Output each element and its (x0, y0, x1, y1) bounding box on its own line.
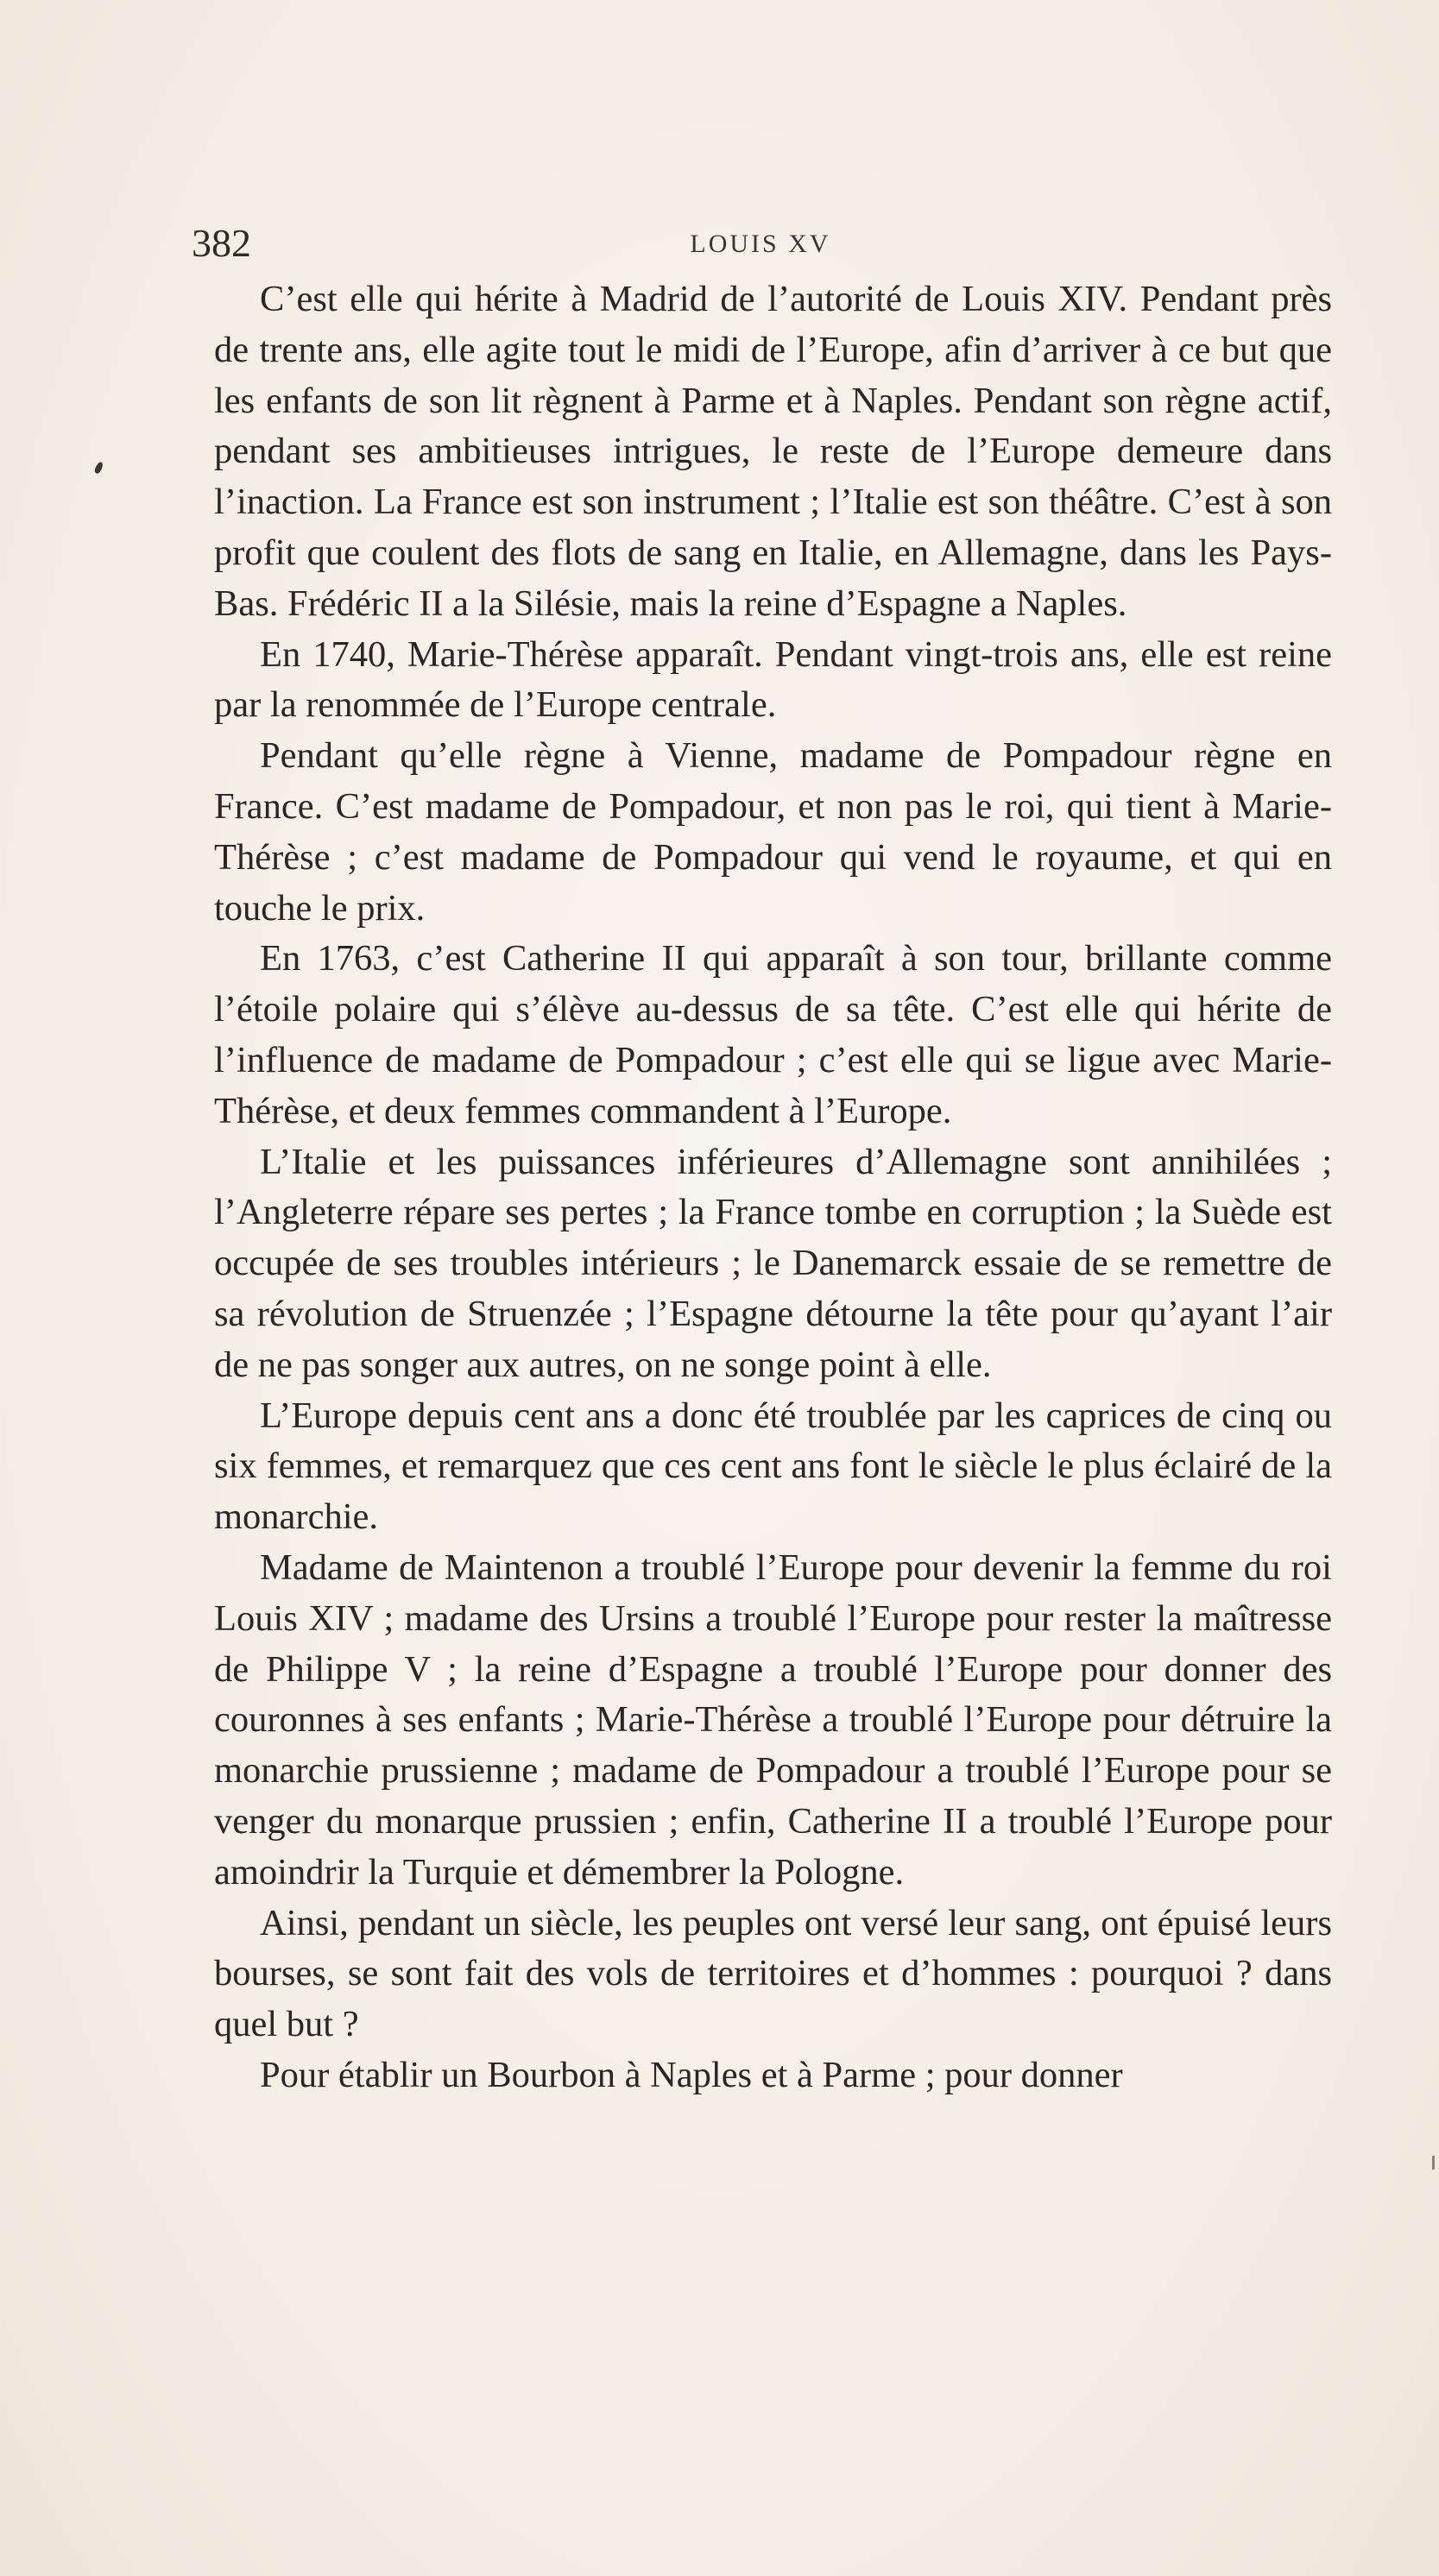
paragraph: Ainsi, pendant un siècle, les peuples ont versé leur sang, ont épuisé leurs bourses, se sont fait des vols de territoires et d’hommes : pourquoi ? dans quel but ? (214, 1902, 1332, 2045)
paragraph: En 1763, c’est Catherine II qui apparaît à son tour, brillante comme l’étoile polaire qui s’élève au-dessus de sa tête. C’est elle qui hérite de l’influence de madame de Pompadour ; c’est elle qui se ligue avec Marie-Thérèse, et deux femmes commandent à l’Europe. (214, 938, 1332, 1131)
paragraph: L’Europe depuis cent ans a donc été troublée par les caprices de cinq ou six femmes, et remarquez que ces cent ans font le siècle le plus éclairé de la monarchie. (214, 1395, 1332, 1538)
paragraph: Pour établir un Bourbon à Naples et à Parme ; pour donner (260, 2054, 1123, 2095)
paragraph: Pendant qu’elle règne à Vienne, madame de Pompadour règne en France. C’est madame de Pompadour, et non pas le roi, qui tient à Marie-Thérèse ; c’est madame de Pompadour qui vend le royaume, et qui en touche le prix. (214, 735, 1332, 929)
paragraph: Madame de Maintenon a troublé l’Europe pour devenir la femme du roi Louis XIV ; madame des Ursins a troublé l’Europe pour rester la maîtresse de Philippe V ; la reine d’Espagne a troublé l’Europe pour donner des couronnes à ses enfants ; Marie-Thérèse a troublé l’Europe pour détruire la monarchie prussienne ; madame de Pompadour a troublé l’Europe pour se venger du monarque prussien ; enfin, Catherine II a troublé l’Europe pour amoindrir la Turquie et démembrer la Pologne. (214, 1546, 1332, 1893)
ink-speck (93, 461, 104, 475)
paragraph: En 1740, Marie-Thérèse apparaît. Pendant vingt-trois ans, elle est reine par la renommée de l’Europe centrale. (214, 633, 1332, 726)
page-number: 382 (192, 221, 251, 265)
paragraph: C’est elle qui hérite à Madrid de l’autorité de Louis XIV. Pendant près de trente ans, elle agite tout le midi de l’Europe, afin d’arriver à ce but que les enfants de son lit règnent à Parme et à Naples. Pendant son règne actif, pendant ses ambitieuses intrigues, le reste de l’Europe demeure dans l’inaction. La France est son instrument ; l’Italie est son théâtre. C’est à son profit que coulent des flots de sang en Italie, en Allemagne, dans les Pays-Bas. Frédéric II a la Silésie, mais la reine d’Espagne a Naples. (214, 279, 1332, 624)
paragraph: L’Italie et les puissances inférieures d’Allemagne sont annihilées ; l’Angleterre répare ses pertes ; la France tombe en corruption ; la Suède est occupée de ses troubles intérieurs ; le Danemarck essaie de se remettre de sa révolution de Struenzée ; l’Espagne détourne la tête pour qu’ayant l’air de ne pas songer aux autres, on ne songe point à elle. (214, 1141, 1332, 1385)
body-text (214, 274, 1332, 2101)
running-head: LOUIS XV (690, 230, 831, 258)
edge-mark (1432, 2156, 1435, 2170)
page-header (192, 217, 1329, 269)
